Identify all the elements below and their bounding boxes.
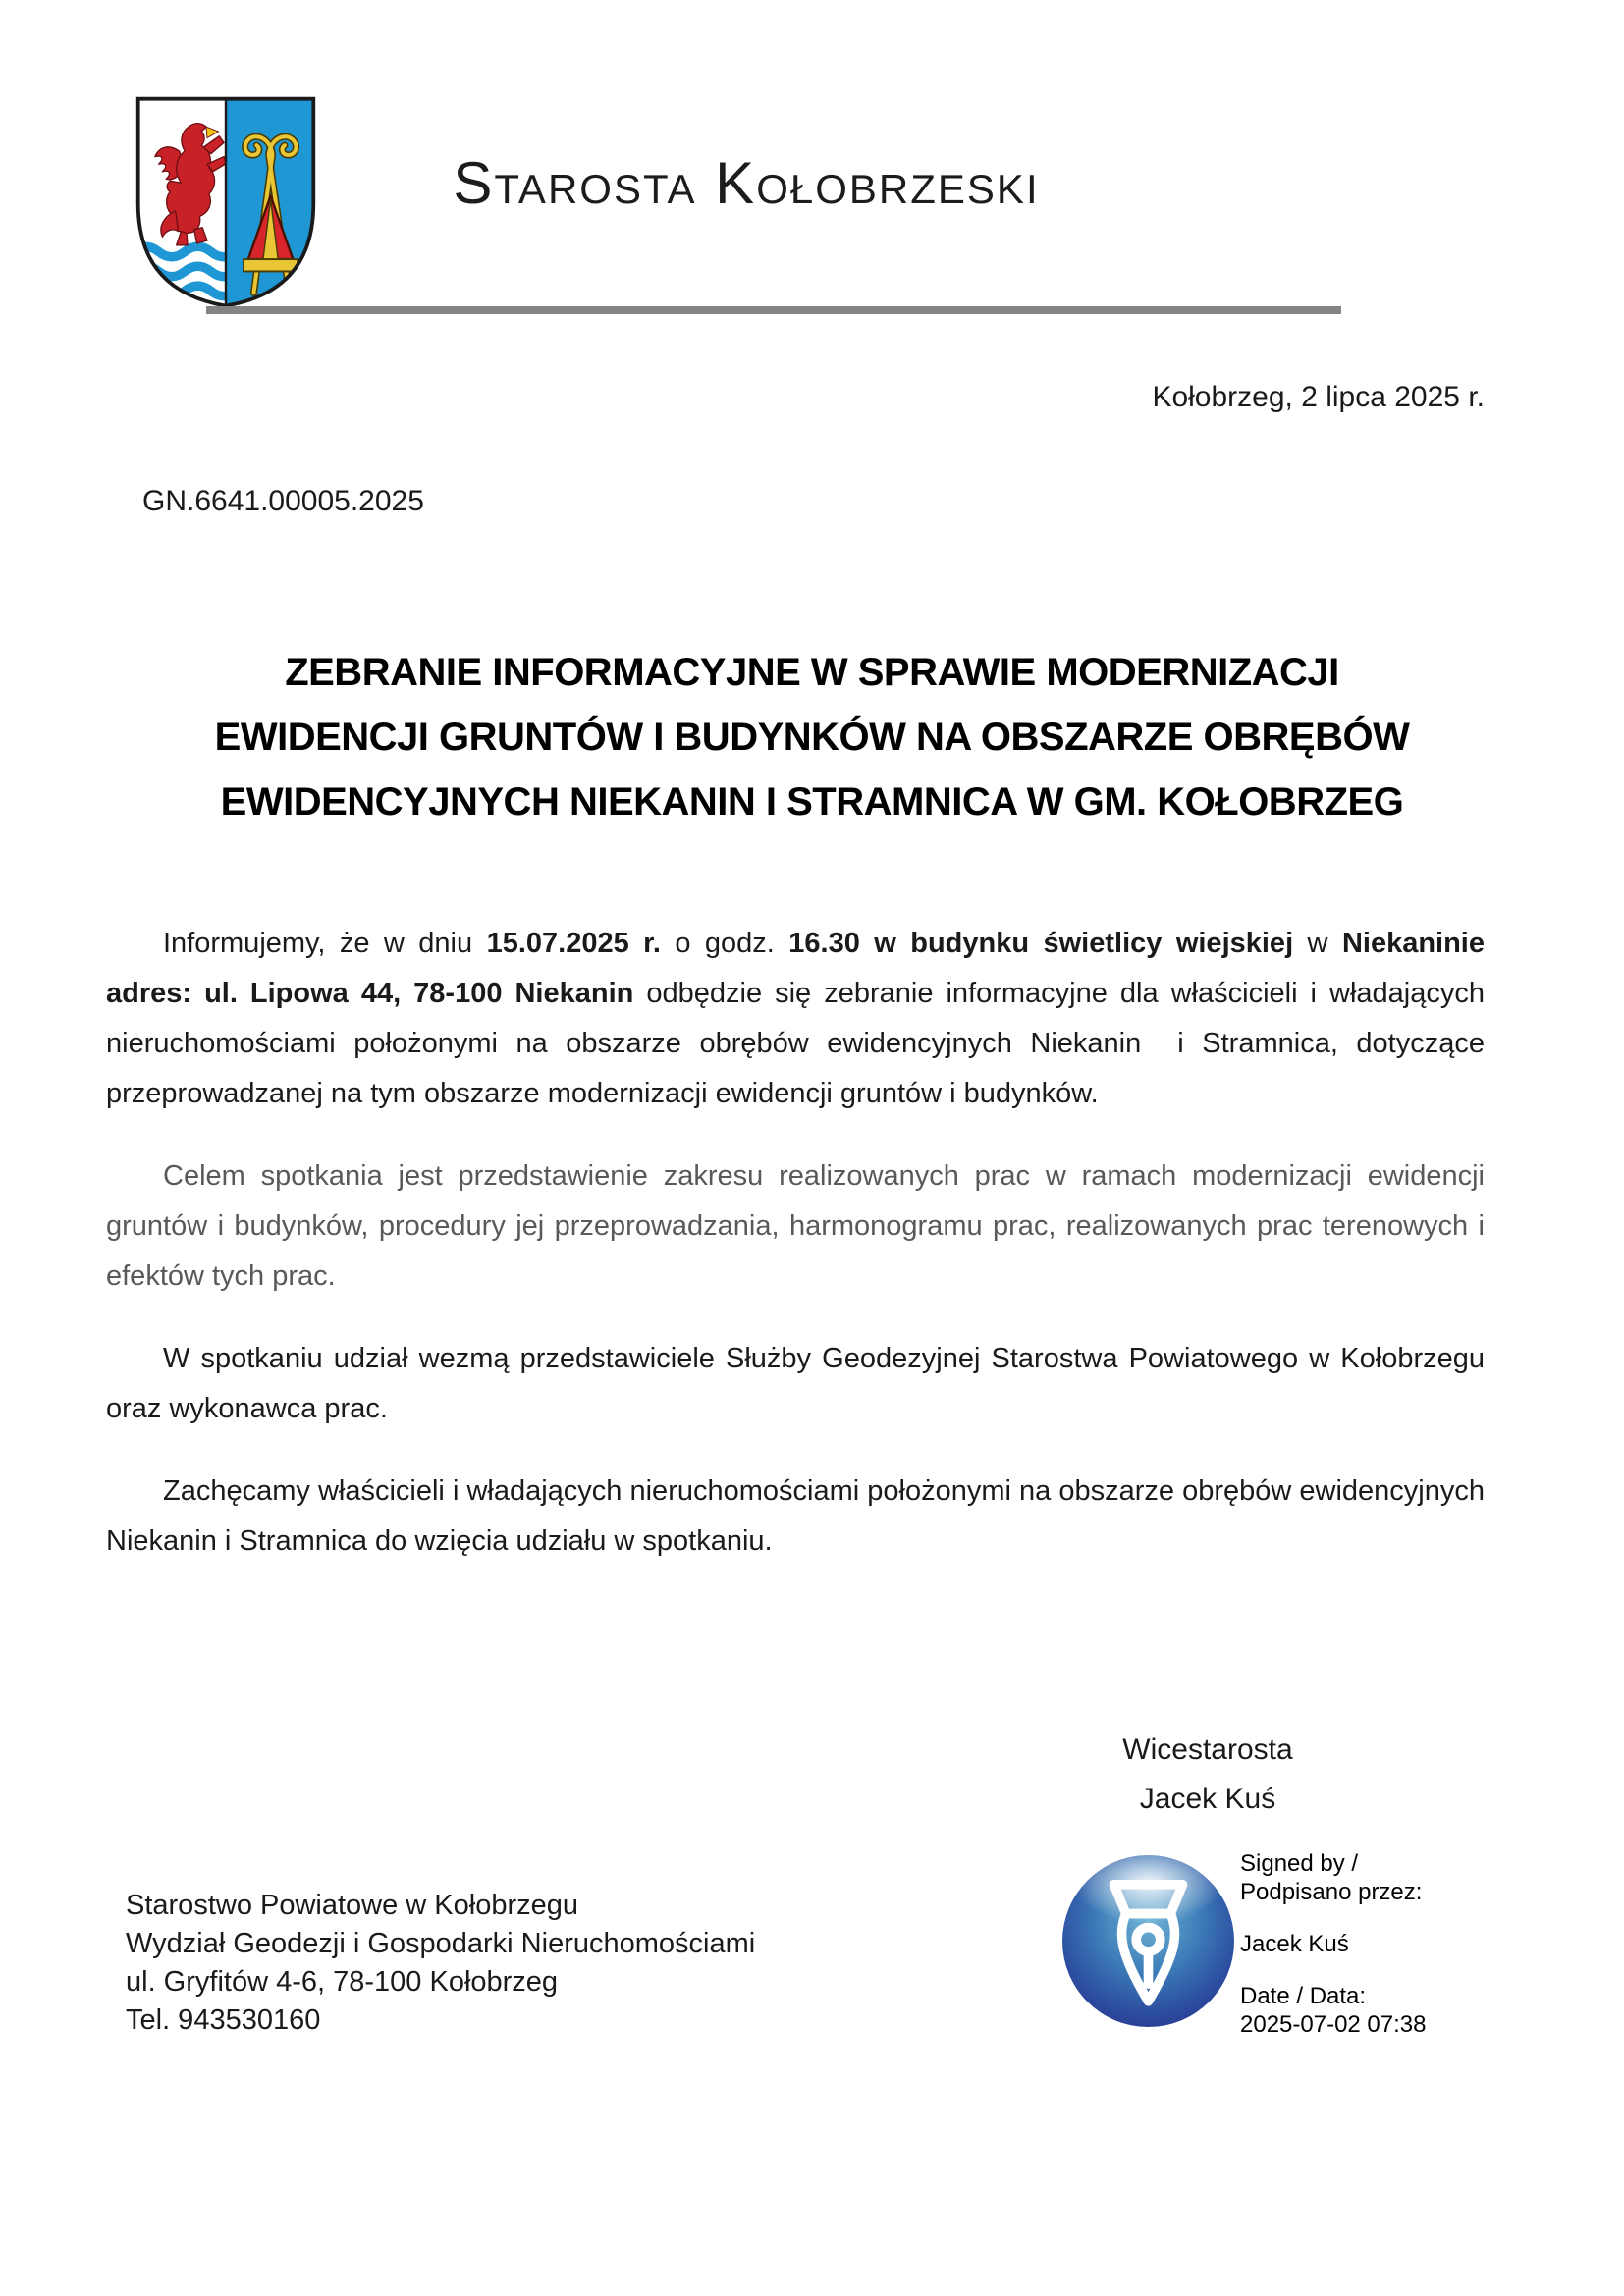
pen-nib-icon bbox=[1062, 1855, 1234, 2027]
paragraph-meeting-purpose: Celem spotkania jest przedstawienie zakresu realizowanych prac w ramach modernizacji ewidencji gruntów i budynków, procedury jej przeprowadzania, harmonogramu prac, realizowanych prac terenowych i efektów tych prac. bbox=[106, 1160, 1493, 1292]
footer-line-phone: Tel. 943530160 bbox=[126, 2004, 321, 2036]
stamp-date-label: Date / Data: bbox=[1240, 1983, 1367, 2009]
letter-title-line-1: ZEBRANIE INFORMACYJNE W SPRAWIE MODERNIZACJI bbox=[285, 651, 1339, 694]
header-divider bbox=[206, 306, 1341, 314]
stamp-signed-by-en: Signed by / bbox=[1240, 1850, 1359, 1877]
stamp-date-value: 2025-07-02 07:38 bbox=[1240, 2011, 1427, 2038]
footer-line-org: Starostwo Powiatowe w Kołobrzegu bbox=[126, 1890, 579, 1921]
digital-signature-stamp bbox=[1062, 1855, 1234, 2027]
reference-number: GN.6641.00005.2025 bbox=[142, 485, 424, 517]
signature-name: Jacek Kuś bbox=[1139, 1783, 1276, 1815]
footer-line-street: ul. Gryfitów 4-6, 78-100 Kołobrzeg bbox=[126, 1966, 559, 1998]
letter-title bbox=[139, 640, 1485, 834]
paragraph-meeting-info: Informujemy, że w dniu 15.07.2025 r. o godz. 16.30 w budynku świetlicy wiejskiej w Niekaninie adres: ul. Lipowa 44, 78-100 Niekanin odbędzie się zebranie informacyjne dla właścicieli i władających nieruchomościami położonymi na obszarze obrębów ewidencyjnych Niekanin i Stramnica, dotyczące przeprowadzanej na tym obszarze modernizacji ewidencji gruntów i budynków. bbox=[106, 928, 1501, 1109]
signature-block bbox=[1021, 1726, 1394, 1824]
stamp-signer-name: Jacek Kuś bbox=[1240, 1931, 1349, 1957]
paragraph-invitation: Zachęcamy właścicieli i władających nieruchomościami położonymi na obszarze obrębów ewidencyjnych Niekanin i Stramnica do wzięcia udziału w spotkaniu. bbox=[106, 1475, 1493, 1557]
stamp-signed-by-pl: Podpisano przez: bbox=[1240, 1879, 1423, 1905]
place-date: Kołobrzeg, 2 lipca 2025 r. bbox=[1152, 381, 1485, 413]
footer-address bbox=[126, 1887, 755, 2040]
letter-body bbox=[106, 919, 1501, 1599]
footer-line-department: Wydział Geodezji i Gospodarki Nieruchomościami bbox=[126, 1928, 756, 1959]
stamp-text-block bbox=[1240, 1849, 1564, 2039]
signature-role: Wicestarosta bbox=[1122, 1734, 1293, 1766]
letter-title-line-2: EWIDENCJI GRUNTÓW I BUDYNKÓW NA OBSZARZE OBRĘBÓW bbox=[214, 716, 1410, 759]
paragraph-participants: W spotkaniu udział wezmą przedstawiciele Służby Geodezyjnej Starostwa Powiatowego w Kołobrzegu oraz wykonawca prac. bbox=[106, 1343, 1493, 1424]
org-name: Starosta Kołobrzeski bbox=[453, 150, 1040, 216]
letter-title-line-3: EWIDENCYJNYCH NIEKANIN I STRAMNICA W GM. KOŁOBRZEG bbox=[220, 780, 1404, 824]
